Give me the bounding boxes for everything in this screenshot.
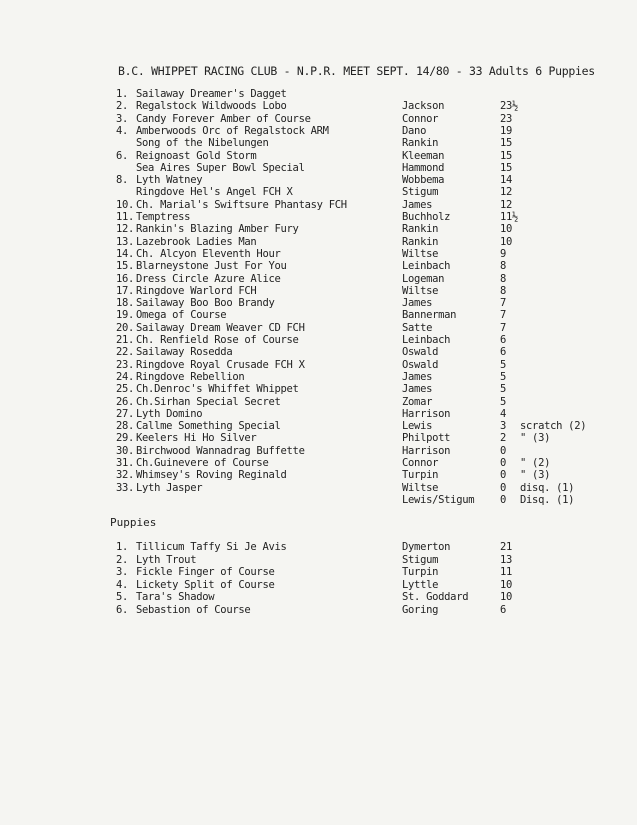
entry-num: 30. — [116, 444, 135, 457]
entry-score: 15 — [500, 149, 513, 162]
entry-score: 7 — [500, 309, 507, 322]
entry-name: Lickety Split of Course — [136, 578, 275, 591]
entry-num: 32. — [116, 469, 135, 482]
list-item — [0, 137, 637, 150]
entry-name: Sebastion of Course — [136, 603, 251, 616]
entry-num: 24. — [116, 370, 135, 383]
entry-score: 0 — [500, 444, 507, 457]
entry-owner: Wobbema — [402, 174, 445, 187]
list-item — [0, 211, 637, 224]
entry-name: Sailaway Boo Boo Brandy — [136, 297, 275, 310]
list-item — [0, 541, 637, 554]
entry-num: 3. — [116, 566, 129, 578]
entry-owner: Stigum — [402, 186, 439, 199]
entry-name: Tillicum Taffy Si Je Avis — [136, 541, 287, 553]
entry-score: 8 — [500, 260, 507, 273]
list-item — [0, 408, 637, 421]
list-item — [0, 309, 637, 322]
page-title: B.C. WHIPPET RACING CLUB - N.P.R. MEET SEPT. 14/80 - 33 Adults 6 Puppies — [118, 64, 595, 78]
entry-owner: James — [402, 383, 433, 396]
list-item — [0, 566, 637, 579]
entry-name: Ch. Alcyon Eleventh Hour — [136, 247, 281, 260]
list-item — [0, 88, 637, 101]
entry-num: 1. — [116, 541, 129, 553]
entry-owner: Connor — [402, 457, 439, 469]
entry-name: Ringdove Rebellion — [136, 370, 245, 383]
entry-owner: Lyttle — [402, 578, 439, 591]
entry-name: Amberwoods Orc of Regalstock ARM — [136, 124, 329, 137]
entry-num: 21. — [116, 334, 135, 346]
entry-name: Ch.Denroc's Whiffet Whippet — [136, 383, 299, 396]
entry-score: 12 — [500, 198, 513, 211]
entry-name: Rankin's Blazing Amber Fury — [136, 223, 299, 236]
entry-name: Lyth Domino — [136, 407, 203, 420]
entry-score: 0 — [500, 493, 507, 506]
entry-score: 15 — [500, 161, 513, 174]
entry-owner: Jackson — [402, 100, 445, 113]
list-item — [0, 420, 637, 433]
entry-num: 26. — [116, 395, 135, 408]
entry-score: 11 — [500, 566, 513, 578]
entry-score: 7 — [500, 297, 507, 310]
entry-num: 19. — [116, 309, 135, 322]
entry-num: 2. — [116, 100, 129, 113]
entry-name: Ch.Guinevere of Course — [136, 457, 269, 469]
entry-num: 23. — [116, 358, 135, 371]
entry-owner: Rankin — [402, 223, 439, 236]
entry-note: " (3) — [520, 432, 551, 445]
entry-score: 2 — [500, 432, 507, 445]
list-item — [0, 383, 637, 396]
entry-owner: James — [402, 297, 433, 310]
entry-owner: Oswald — [402, 346, 439, 359]
entry-name: Ringdove Warlord FCH — [136, 284, 257, 297]
entry-name: Whimsey's Roving Reginald — [136, 469, 287, 482]
list-item — [0, 469, 637, 482]
entry-owner: James — [402, 370, 433, 383]
entry-name: Sailaway Rosedda — [136, 346, 233, 359]
entry-name: Lazebrook Ladies Man — [136, 235, 257, 248]
entry-score: 14 — [500, 174, 513, 187]
entry-score: 0 — [500, 481, 507, 494]
entry-score: 0 — [500, 469, 507, 482]
entry-num: 16. — [116, 272, 135, 285]
entry-note: scratch (2) — [520, 420, 587, 433]
list-item — [0, 432, 637, 445]
list-item — [0, 223, 637, 236]
list-item — [0, 334, 637, 347]
entry-score: 7 — [500, 321, 507, 334]
entry-score: 6 — [500, 346, 507, 359]
entry-owner: Satte — [402, 321, 433, 334]
entry-num: 33. — [116, 481, 135, 494]
list-item — [0, 396, 637, 409]
entry-num: 11. — [116, 211, 135, 223]
entry-name: Blarneystone Just For You — [136, 260, 287, 273]
entry-num: 6. — [116, 603, 129, 616]
entry-num: 5. — [116, 591, 129, 603]
entry-num: 4. — [116, 578, 129, 591]
list-item — [0, 554, 637, 567]
entry-num: 14. — [116, 247, 135, 260]
entry-score: 6 — [500, 334, 507, 346]
entry-name: Sailaway Dream Weaver CD FCH — [136, 321, 305, 334]
list-item — [0, 445, 637, 458]
entry-name: Ringdove Hel's Angel FCH X — [136, 186, 293, 199]
list-item — [0, 186, 637, 199]
list-item — [0, 174, 637, 187]
entry-name: Lyth Watney — [136, 174, 203, 187]
entry-num: 3. — [116, 112, 129, 125]
entry-owner: Philpott — [402, 432, 451, 445]
entry-name: Temptress — [136, 211, 191, 223]
entry-owner: Wiltse — [402, 481, 439, 494]
entry-num: 13. — [116, 235, 135, 248]
entry-owner: Dymerton — [402, 541, 451, 553]
entry-score: 3 — [500, 420, 507, 433]
entry-score: 10 — [500, 578, 513, 591]
entry-name: Candy Forever Amber of Course — [136, 112, 311, 125]
puppies-heading: Puppies — [110, 516, 157, 529]
entry-score: 13 — [500, 553, 513, 566]
list-item — [0, 125, 637, 138]
entry-name: Regalstock Wildwoods Lobo — [136, 100, 287, 113]
list-item — [0, 162, 637, 175]
entry-num: 10. — [116, 198, 135, 211]
entry-score: 10 — [500, 235, 513, 248]
entry-score: 10 — [500, 591, 513, 603]
entry-name: Ch. Marial's Swiftsure Phantasy FCH — [136, 198, 347, 211]
entry-score: 11½ — [500, 211, 519, 223]
entry-owner: Turpin — [402, 469, 439, 482]
list-item — [0, 371, 637, 384]
list-item — [0, 359, 637, 372]
entry-owner: Hammond — [402, 161, 445, 174]
entry-score: 5 — [500, 383, 507, 396]
entry-owner: Leinbach — [402, 334, 451, 346]
list-item — [0, 297, 637, 310]
entry-score: 5 — [500, 370, 507, 383]
list-item — [0, 285, 637, 298]
entry-score: 23 — [500, 112, 513, 125]
entry-name: Lyth Trout — [136, 553, 197, 566]
entry-owner: St. Goddard — [402, 591, 469, 603]
list-item — [0, 579, 637, 592]
entry-name: Lyth Jasper — [136, 481, 203, 494]
entry-name: Ch. Renfield Rose of Course — [136, 334, 299, 346]
entry-num: 4. — [116, 124, 129, 137]
entry-name: Birchwood Wannadrag Buffette — [136, 444, 305, 457]
entry-note: " (3) — [520, 469, 551, 482]
entry-score: 4 — [500, 407, 507, 420]
entry-owner: Connor — [402, 112, 439, 125]
entry-owner: Kleeman — [402, 149, 445, 162]
list-item — [0, 482, 637, 495]
list-item — [0, 236, 637, 249]
entry-num: 22. — [116, 346, 135, 359]
entry-name: Sea Aires Super Bowl Special — [136, 161, 305, 174]
entry-score: 10 — [500, 223, 513, 236]
entry-score: 15 — [500, 137, 513, 150]
entry-owner: Stigum — [402, 553, 439, 566]
entry-owner: Wiltse — [402, 247, 439, 260]
entry-score: 0 — [500, 457, 507, 469]
entry-num: 8. — [116, 174, 129, 187]
list-item — [0, 604, 637, 617]
entry-score: 8 — [500, 284, 507, 297]
entry-num: 29. — [116, 432, 135, 445]
list-item — [0, 248, 637, 261]
entry-owner: Rankin — [402, 235, 439, 248]
entry-note: disq. (1) — [520, 481, 575, 494]
list-item — [0, 591, 637, 604]
entry-owner: Wiltse — [402, 284, 439, 297]
entry-num: 6. — [116, 149, 129, 162]
entry-num: 1. — [116, 88, 129, 100]
entry-num: 17. — [116, 284, 135, 297]
entry-owner: Dano — [402, 124, 427, 137]
entry-num: 18. — [116, 297, 135, 310]
entry-num: 12. — [116, 223, 135, 236]
entry-owner: Zomar — [402, 395, 433, 408]
entry-owner: Lewis/Stigum — [402, 493, 475, 506]
entry-owner: Goring — [402, 603, 439, 616]
list-item — [0, 457, 637, 470]
entry-score: 12 — [500, 186, 513, 199]
entry-name: Ringdove Royal Crusade FCH X — [136, 358, 305, 371]
entry-score: 9 — [500, 247, 507, 260]
entry-score: 6 — [500, 603, 507, 616]
entry-owner: Bannerman — [402, 309, 457, 322]
entry-num: 20. — [116, 321, 135, 334]
entry-name: Tara's Shadow — [136, 591, 215, 603]
entry-num: 25. — [116, 383, 135, 396]
entry-score: 5 — [500, 395, 507, 408]
entry-score: 8 — [500, 272, 507, 285]
list-item — [0, 113, 637, 126]
list-item — [0, 100, 637, 113]
entry-name: Omega of Course — [136, 309, 227, 322]
entry-name: Callme Something Special — [136, 420, 281, 433]
entry-owner: Oswald — [402, 358, 439, 371]
entry-owner: James — [402, 198, 433, 211]
entry-name: Fickle Finger of Course — [136, 566, 275, 578]
list-item — [0, 273, 637, 286]
entry-num: 15. — [116, 260, 135, 273]
entry-name: Ch.Sirhan Special Secret — [136, 395, 281, 408]
entry-note: " (2) — [520, 457, 551, 469]
entry-name: Sailaway Dreamer's Dagget — [136, 88, 287, 100]
entry-score: 5 — [500, 358, 507, 371]
entry-owner: Leinbach — [402, 260, 451, 273]
entry-name: Keelers Hi Ho Silver — [136, 432, 257, 445]
entry-score: 21 — [500, 541, 513, 553]
list-item — [0, 260, 637, 273]
entry-num: 31. — [116, 457, 135, 469]
entry-owner: Turpin — [402, 566, 439, 578]
entry-owner: Buchholz — [402, 211, 451, 223]
list-item — [0, 346, 637, 359]
entry-owner: Logeman — [402, 272, 445, 285]
entry-note: Disq. (1) — [520, 493, 575, 506]
list-item — [0, 322, 637, 335]
entry-name: Reignoast Gold Storm — [136, 149, 257, 162]
entry-num: 2. — [116, 553, 129, 566]
entry-score: 23½ — [500, 100, 519, 113]
entry-owner: Harrison — [402, 444, 451, 457]
entry-score: 19 — [500, 124, 513, 137]
entry-name: Dress Circle Azure Alice — [136, 272, 281, 285]
list-item — [0, 199, 637, 212]
list-item — [0, 494, 637, 507]
entry-num: 27. — [116, 407, 135, 420]
entry-owner: Lewis — [402, 420, 433, 433]
list-item — [0, 150, 637, 163]
entry-owner: Harrison — [402, 407, 451, 420]
entry-num: 28. — [116, 420, 135, 433]
entry-owner: Rankin — [402, 137, 439, 150]
entry-name: Song of the Nibelungen — [136, 137, 269, 150]
